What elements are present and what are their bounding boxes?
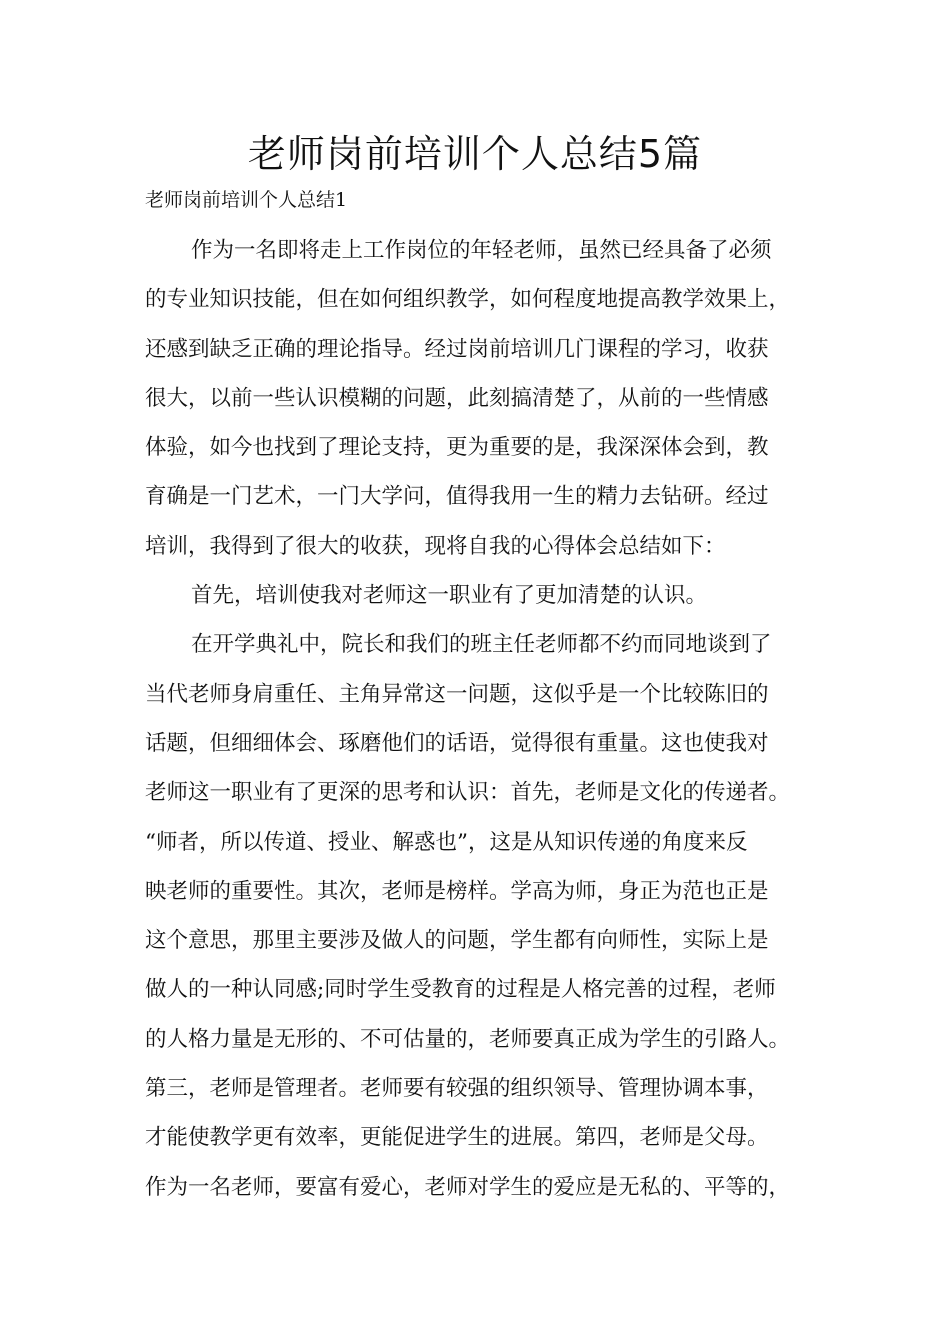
paragraph-line: 当代老师身肩重任、主角异常这一问题，这似乎是一个比较陈旧的: [145, 681, 769, 707]
paragraph-line: 第三，老师是管理者。老师要有较强的组织领导、管理协调本事，: [145, 1076, 769, 1102]
paragraph-line: 在开学典礼中，院长和我们的班主任老师都不约而同地谈到了: [191, 632, 772, 658]
section-heading: 老师岗前培训个人总结1: [145, 189, 348, 211]
paragraph-line: 育确是一门艺术，一门大学问，值得我用一生的精力去钻研。经过: [145, 484, 769, 510]
paragraph-line: 做人的一种认同感;同时学生受教育的过程是人格完善的过程，老师: [145, 977, 776, 1003]
paragraph-line: 作为一名即将走上工作岗位的年轻老师，虽然已经具备了必须: [191, 238, 772, 263]
paragraph-line: 体验，如今也找到了理论支持，更为重要的是，我深深体会到，教: [145, 435, 769, 461]
paragraph-line: 这个意思，那里主要涉及做人的问题，学生都有向师性，实际上是: [145, 928, 769, 954]
paragraph-line: 培训，我得到了很大的收获，现将自我的心得体会总结如下：: [145, 533, 726, 559]
paragraph-line: 才能使教学更有效率，更能促进学生的进展。第四，老师是父母。: [145, 1125, 769, 1151]
paragraph-line: 作为一名老师，要富有爱心，老师对学生的爱应是无私的、平等的，: [145, 1174, 791, 1200]
paragraph-line: “师者，所以传道、授业、解惑也”，这是从知识传递的角度来反: [145, 829, 748, 855]
paragraph-line: 老师这一职业有了更深的思考和认识：首先，老师是文化的传递者。: [145, 780, 791, 806]
paragraph-line: 映老师的重要性。其次，老师是榜样。学高为师，身正为范也正是: [145, 878, 769, 904]
paragraph-line: 的人格力量是无形的、不可估量的，老师要真正成为学生的引路人。: [145, 1026, 791, 1052]
paragraph-line: 的专业知识技能，但在如何组织教学，如何程度地提高教学效果上，: [145, 287, 791, 313]
document-body: [145, 226, 825, 1212]
paragraph-line: 很大，以前一些认识模糊的问题，此刻搞清楚了，从前的一些情感: [145, 385, 769, 411]
paragraph-line: 还感到缺乏正确的理论指导。经过岗前培训几门课程的学习，收获: [145, 336, 769, 362]
paragraph-line: 话题，但细细体会、琢磨他们的话语，觉得很有重量。这也使我对: [145, 730, 769, 756]
paragraph-line: 首先，培训使我对老师这一职业有了更加清楚的认识。: [191, 583, 708, 609]
document-title: 老师岗前培训个人总结5篇: [247, 132, 703, 176]
